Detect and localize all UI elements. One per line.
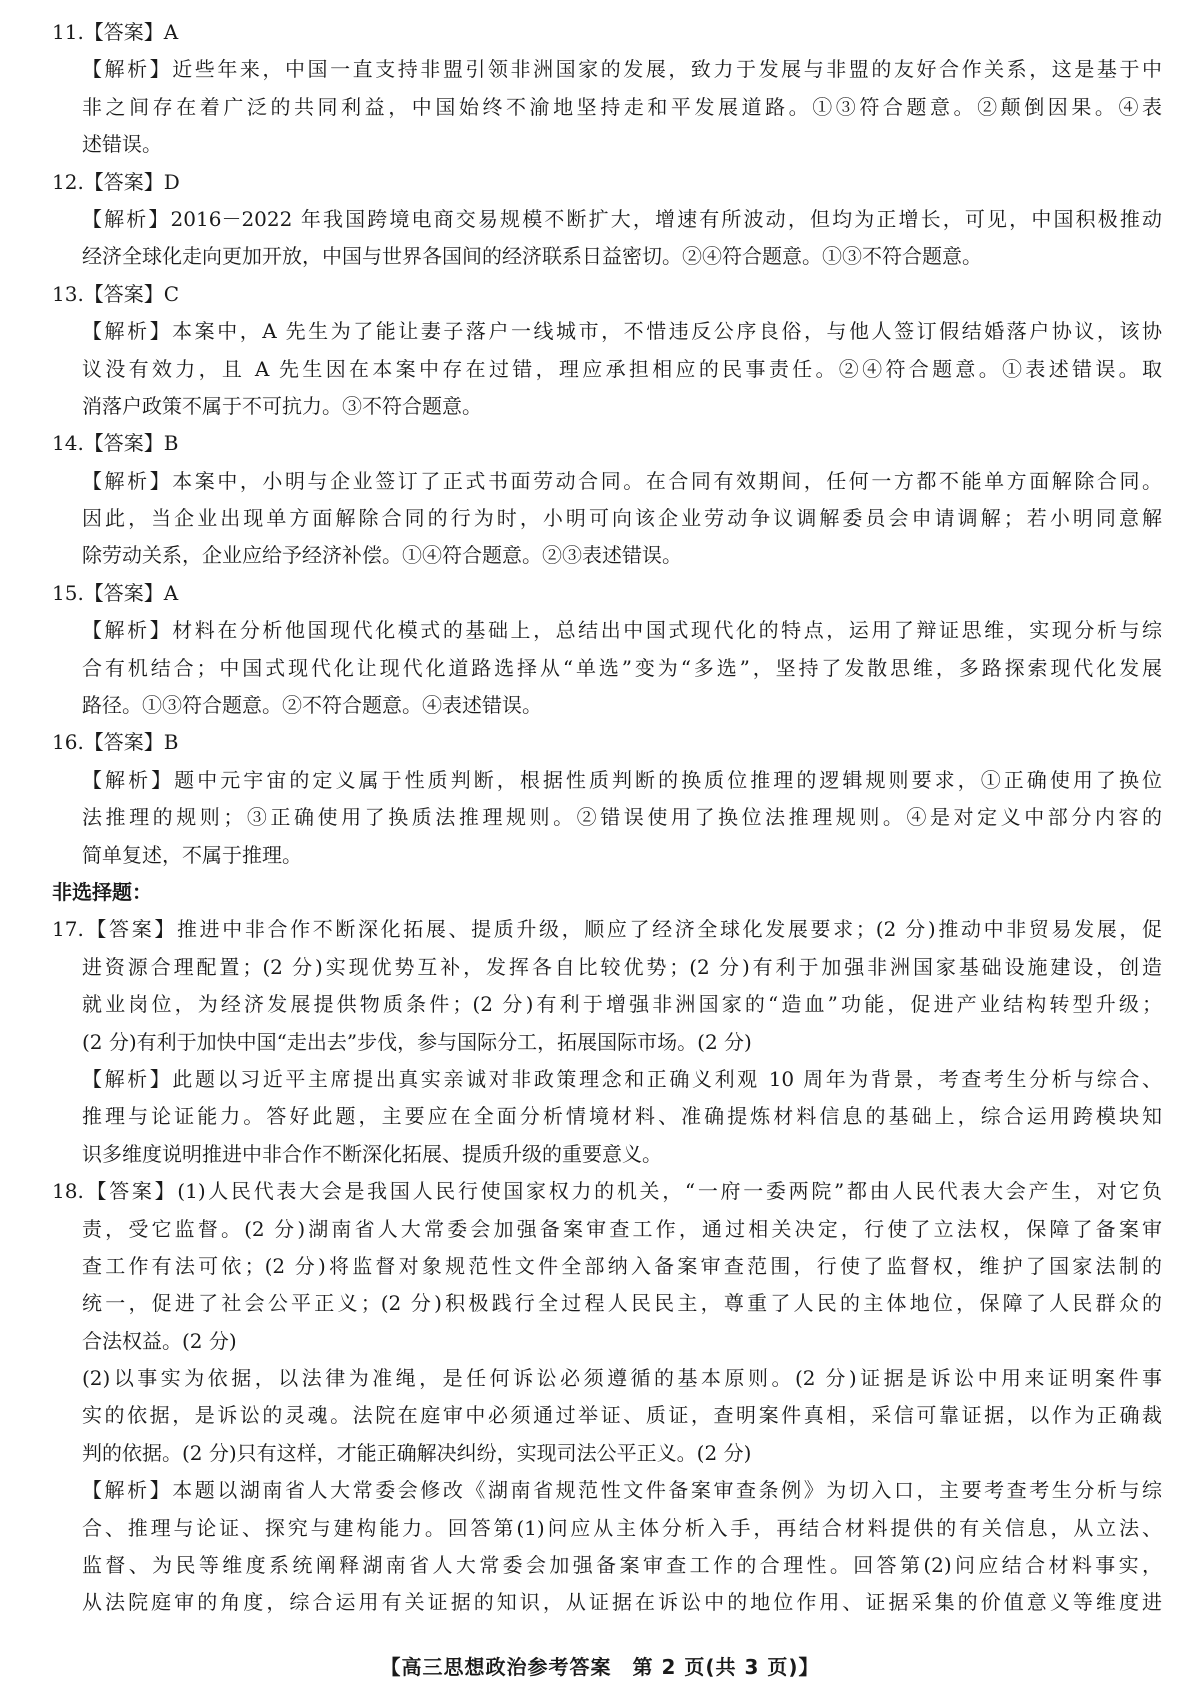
text-line: 【解析】此题以习近平主席提出真实亲诚对非政策理念和正确义利观 10 周年为背景，考查考生分析与综合、: [82, 1066, 1162, 1091]
text-line: 查工作有法可依；(2 分)将监督对象规范性文件全部纳入备案审查范围，行使了监督权，维护了国家法制的: [82, 1253, 1162, 1278]
text-line: 经济全球化走向更加开放，中国与世界各国间的经济联系日益密切。②④符合题意。①③不符合题意。: [82, 244, 982, 269]
text-line: 17.【答案】推进中非合作不断深化拓展、提质升级，顺应了经济全球化发展要求；(2 分)推动中非贸易发展，促: [52, 917, 1162, 942]
text-line: 【解析】2016－2022 年我国跨境电商交易规模不断扩大，增速有所波动，但均为正增长，可见，中国积极推动: [82, 206, 1162, 231]
text-line: 【解析】本案中，小明与企业签订了正式书面劳动合同。在合同有效期间，任何一方都不能单方面解除合同。: [82, 468, 1162, 493]
text-line: 【解析】题中元宇宙的定义属于性质判断，根据性质判断的换质位推理的逻辑规则要求，①正确使用了换位: [82, 767, 1162, 792]
answer-heading-line: 12.【答案】D: [52, 169, 180, 194]
answer-heading-line: 15.【答案】A: [52, 580, 179, 605]
text-line: 非之间存在着广泛的共同利益，中国始终不渝地坚持走和平发展道路。①③符合题意。②颠倒因果。④表: [82, 94, 1162, 119]
text-line: (2 分)有利于加快中国“走出去”步伐，参与国际分工，拓展国际市场。(2 分): [82, 1029, 752, 1054]
answer-key-page: [52, 14, 1162, 1622]
answer-heading-line: 11.【答案】A: [52, 20, 179, 44]
text-line: 识多维度说明推进中非合作不断深化拓展、提质升级的重要意义。: [82, 1141, 662, 1166]
text-line: 判的依据。(2 分)只有这样，才能正确解决纠纷，实现司法公平正义。(2 分): [82, 1440, 752, 1465]
text-line: 18.【答案】(1)人民代表大会是我国人民行使国家权力的机关，“一府一委两院”都由人民代表大会产生，对它负: [52, 1179, 1162, 1204]
text-line: 议没有效力，且 A 先生因在本案中存在过错，理应承担相应的民事责任。②④符合题意。①表述错误。取: [82, 356, 1162, 381]
text-line: 从法院庭审的角度，综合运用有关证据的知识，从证据在诉讼中的地位作用、证据采集的价值意义等维度进: [82, 1590, 1162, 1615]
answer-text-body: [52, 14, 1162, 1622]
text-line: 实的依据，是诉讼的灵魂。法院在庭审中必须通过举证、质证，查明案件真相，采信可靠证据，以作为正确裁: [82, 1403, 1162, 1428]
text-line: 监督、为民等维度系统阐释湖南省人大常委会加强备案审查工作的合理性。回答第(2)问应结合材料事实，: [82, 1553, 1162, 1578]
text-line: 就业岗位，为经济发展提供物质条件；(2 分)有利于增强非洲国家的“造血”功能，促进产业结构转型升级；: [82, 992, 1162, 1017]
text-line: 路径。①③符合题意。②不符合题意。④表述错误。: [82, 693, 542, 718]
page-footer: 【高三思想政治参考答案 第 2 页(共 3 页)】: [380, 1655, 820, 1679]
text-line: 进资源合理配置；(2 分)实现优势互补，发挥各自比较优势；(2 分)有利于加强非洲国家基础设施建设，创造: [82, 954, 1162, 979]
answer-heading-line: 14.【答案】B: [52, 431, 179, 456]
text-line: 合法权益。(2 分): [82, 1328, 237, 1353]
text-line: 法推理的规则；③正确使用了换质法推理规则。②错误使用了换位法推理规则。④是对定义中部分内容的: [82, 805, 1162, 830]
text-line: 责，受它监督。(2 分)湖南省人大常委会加强备案审查工作，通过相关决定，行使了立法权，保障了备案审: [82, 1216, 1162, 1241]
text-line: 消落户政策不属于不可抗力。③不符合题意。: [82, 393, 482, 418]
text-line: 【解析】本题以湖南省人大常委会修改《湖南省规范性文件备案审查条例》为切入口，主要考查考生分析与综: [82, 1478, 1162, 1503]
answer-heading-line: 16.【答案】B: [52, 730, 179, 755]
text-line: 推理与论证能力。答好此题，主要应在全面分析情境材料、准确提炼材料信息的基础上，综合运用跨模块知: [82, 1104, 1162, 1129]
text-line: (2)以事实为依据，以法律为准绳，是任何诉讼必须遵循的基本原则。(2 分)证据是诉讼中用来证明案件事: [82, 1366, 1162, 1391]
answer-heading-line: 13.【答案】C: [52, 281, 180, 306]
section-heading: 非选择题：: [52, 879, 152, 904]
text-line: 除劳动关系，企业应给予经济补偿。①④符合题意。②③表述错误。: [82, 543, 682, 568]
text-line: 合、推理与论证、探究与建构能力。回答第(1)问应从主体分析入手，再结合材料提供的有关信息，从立法、: [82, 1515, 1162, 1540]
text-line: 【解析】近些年来，中国一直支持非盟引领非洲国家的发展，致力于发展与非盟的友好合作关系，这是基于中: [82, 57, 1162, 82]
text-line: 因此，当企业出现单方面解除合同的行为时，小明可向该企业劳动争议调解委员会申请调解；若小明同意解: [82, 506, 1162, 531]
text-line: 【解析】材料在分析他国现代化模式的基础上，总结出中国式现代化的特点，运用了辩证思维，实现分析与综: [82, 618, 1162, 643]
text-line: 合有机结合；中国式现代化让现代化道路选择从“单选”变为“多选”，坚持了发散思维，多路探索现代化发展: [82, 655, 1162, 680]
text-line: 【解析】本案中，A 先生为了能让妻子落户一线城市，不惜违反公序良俗，与他人签订假结婚落户协议，该协: [82, 319, 1162, 344]
text-line: 统一，促进了社会公平正义；(2 分)积极践行全过程人民民主，尊重了人民的主体地位，保障了人民群众的: [82, 1291, 1162, 1316]
text-line: 简单复述，不属于推理。: [82, 842, 302, 867]
text-line: 述错误。: [82, 132, 162, 157]
